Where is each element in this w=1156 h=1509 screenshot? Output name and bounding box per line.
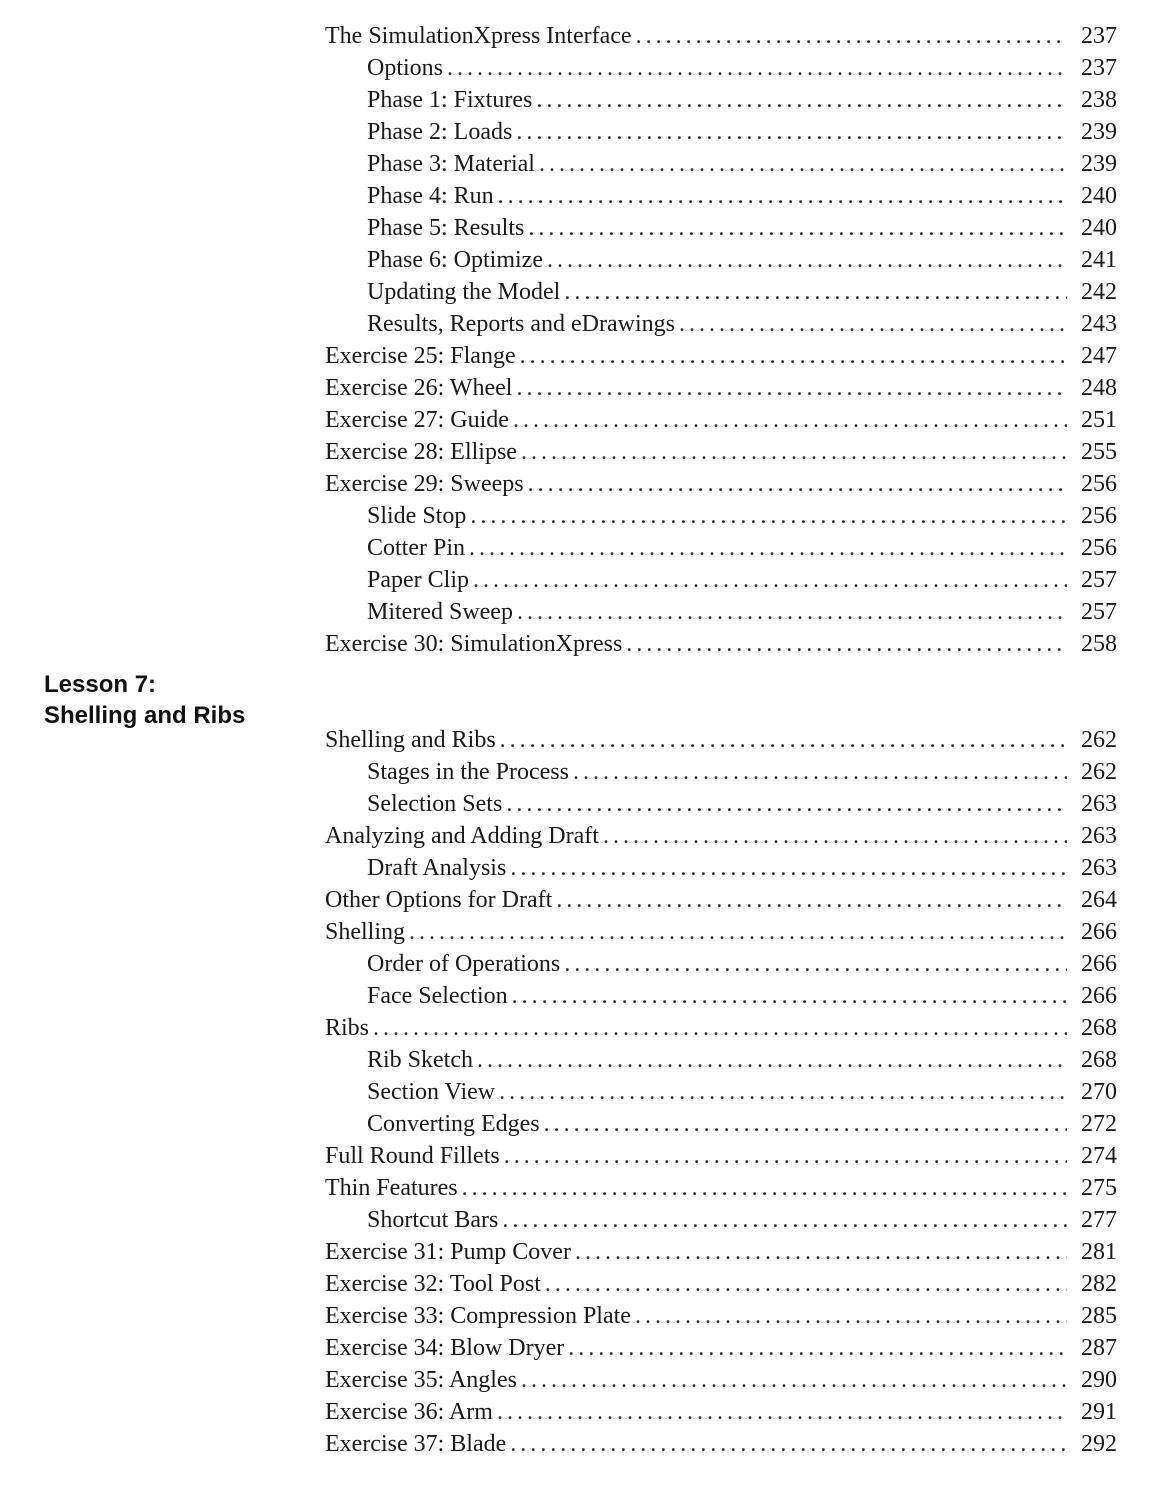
toc-entry-page-number: 251 bbox=[1081, 407, 1117, 433]
toc-entry bbox=[325, 436, 1117, 468]
toc-entry bbox=[325, 404, 1117, 436]
toc-entry-title: Options bbox=[367, 55, 444, 81]
toc-entry-page-number: 266 bbox=[1081, 919, 1117, 945]
toc-entry-title: Phase 2: Loads bbox=[367, 119, 513, 145]
dot-leader bbox=[470, 500, 1067, 532]
dot-leader bbox=[516, 372, 1067, 404]
dot-leader bbox=[409, 916, 1067, 948]
dot-leader bbox=[603, 820, 1067, 852]
toc-entry-page-number: 262 bbox=[1081, 759, 1117, 785]
toc-section-shelling-and-ribs bbox=[325, 724, 1117, 1460]
dot-leader bbox=[626, 628, 1067, 660]
dot-leader bbox=[499, 1076, 1067, 1108]
toc-entry-page-number: 263 bbox=[1081, 823, 1117, 849]
toc-entry-page-number: 282 bbox=[1081, 1271, 1117, 1297]
toc-entry-page-number: 274 bbox=[1081, 1143, 1117, 1169]
toc-entry-page-number: 263 bbox=[1081, 791, 1117, 817]
toc-entry-page-number: 270 bbox=[1081, 1079, 1117, 1105]
toc-entry bbox=[325, 916, 1117, 948]
toc-entry-title: Exercise 25: Flange bbox=[325, 343, 516, 369]
dot-leader bbox=[573, 756, 1067, 788]
toc-entry-title: Phase 1: Fixtures bbox=[367, 87, 533, 113]
toc-entry bbox=[325, 980, 1117, 1012]
toc-entry bbox=[325, 884, 1117, 916]
toc-entry-title: Draft Analysis bbox=[367, 855, 507, 881]
toc-entry-title: Face Selection bbox=[367, 983, 508, 1009]
toc-entry-title: Exercise 28: Ellipse bbox=[325, 439, 517, 465]
toc-entry bbox=[325, 724, 1117, 756]
dot-leader bbox=[636, 20, 1067, 52]
toc-entry-page-number: 281 bbox=[1081, 1239, 1117, 1265]
toc-entry bbox=[325, 468, 1117, 500]
toc-entry bbox=[325, 116, 1117, 148]
toc-entry-title: Phase 3: Material bbox=[367, 151, 535, 177]
toc-entry bbox=[325, 564, 1117, 596]
toc-entry-page-number: 277 bbox=[1081, 1207, 1117, 1233]
toc-entry-page-number: 292 bbox=[1081, 1431, 1117, 1457]
toc-entry-title: Thin Features bbox=[325, 1175, 458, 1201]
dot-leader bbox=[477, 1044, 1067, 1076]
dot-leader bbox=[521, 436, 1067, 468]
dot-leader bbox=[512, 980, 1067, 1012]
dot-leader bbox=[462, 1172, 1067, 1204]
dot-leader bbox=[528, 468, 1067, 500]
toc-entry-title: Shelling and Ribs bbox=[325, 727, 496, 753]
dot-leader bbox=[539, 148, 1067, 180]
toc-entry-title: Phase 4: Run bbox=[367, 183, 494, 209]
toc-entry-page-number: 266 bbox=[1081, 983, 1117, 1009]
toc-entry-title: Other Options for Draft bbox=[325, 887, 553, 913]
toc-entry-title: Mitered Sweep bbox=[367, 599, 513, 625]
toc-entry bbox=[325, 20, 1117, 52]
toc-entry bbox=[325, 1300, 1117, 1332]
toc-entry bbox=[325, 52, 1117, 84]
dot-leader bbox=[547, 244, 1067, 276]
toc-entry-page-number: 263 bbox=[1081, 855, 1117, 881]
toc-entry bbox=[325, 756, 1117, 788]
toc-entry bbox=[325, 180, 1117, 212]
dot-leader bbox=[521, 1364, 1067, 1396]
toc-entry-title: Rib Sketch bbox=[367, 1047, 473, 1073]
dot-leader bbox=[545, 1268, 1067, 1300]
dot-leader bbox=[635, 1300, 1067, 1332]
toc-entry bbox=[325, 1140, 1117, 1172]
toc-entry bbox=[325, 1076, 1117, 1108]
toc-entry bbox=[325, 372, 1117, 404]
toc-entry bbox=[325, 820, 1117, 852]
dot-leader bbox=[447, 52, 1067, 84]
dot-leader bbox=[504, 1140, 1067, 1172]
toc-entry bbox=[325, 1012, 1117, 1044]
dot-leader bbox=[517, 596, 1067, 628]
toc-entry bbox=[325, 276, 1117, 308]
toc-entry-page-number: 256 bbox=[1081, 471, 1117, 497]
toc-entry-title: Exercise 35: Angles bbox=[325, 1367, 517, 1393]
dot-leader bbox=[373, 1012, 1067, 1044]
dot-leader bbox=[516, 116, 1067, 148]
toc-entry-title: Exercise 26: Wheel bbox=[325, 375, 513, 401]
toc-entry-title: Shelling bbox=[325, 919, 406, 945]
toc-entry-page-number: 239 bbox=[1081, 151, 1117, 177]
toc-entry-title: Exercise 34: Blow Dryer bbox=[325, 1335, 565, 1361]
toc-entry-page-number: 243 bbox=[1081, 311, 1117, 337]
toc-entry bbox=[325, 1364, 1117, 1396]
toc-entry bbox=[325, 1268, 1117, 1300]
dot-leader bbox=[473, 564, 1067, 596]
toc-entry-page-number: 268 bbox=[1081, 1047, 1117, 1073]
dot-leader bbox=[510, 852, 1067, 884]
toc-entry-title: Updating the Model bbox=[367, 279, 561, 305]
toc-entry-page-number: 257 bbox=[1081, 599, 1117, 625]
toc-entry-title: Exercise 36: Arm bbox=[325, 1399, 493, 1425]
toc-entry-page-number: 255 bbox=[1081, 439, 1117, 465]
toc-entry bbox=[325, 948, 1117, 980]
toc-entry-title: Converting Edges bbox=[367, 1111, 540, 1137]
dot-leader bbox=[568, 1332, 1067, 1364]
toc-entry-page-number: 237 bbox=[1081, 55, 1117, 81]
toc-entry-title: Analyzing and Adding Draft bbox=[325, 823, 599, 849]
toc-entry-page-number: 239 bbox=[1081, 119, 1117, 145]
toc-entry-page-number: 264 bbox=[1081, 887, 1117, 913]
toc-entry bbox=[325, 628, 1117, 660]
toc-entry-page-number: 266 bbox=[1081, 951, 1117, 977]
toc-entry-title: Shortcut Bars bbox=[367, 1207, 499, 1233]
toc-entry-page-number: 237 bbox=[1081, 23, 1117, 49]
lesson-title: Shelling and Ribs bbox=[44, 702, 246, 729]
toc-entry bbox=[325, 84, 1117, 116]
toc-entry bbox=[325, 340, 1117, 372]
toc-entry-title: Exercise 29: Sweeps bbox=[325, 471, 524, 497]
toc-entry-title: Section View bbox=[367, 1079, 496, 1105]
toc-entry-title: Exercise 31: Pump Cover bbox=[325, 1239, 571, 1265]
dot-leader bbox=[564, 948, 1067, 980]
dot-leader bbox=[513, 404, 1067, 436]
toc-entry-title: Cotter Pin bbox=[367, 535, 466, 561]
dot-leader bbox=[575, 1236, 1067, 1268]
toc-entry-page-number: 290 bbox=[1081, 1367, 1117, 1393]
dot-leader bbox=[564, 276, 1067, 308]
toc-entry-title: Exercise 27: Guide bbox=[325, 407, 509, 433]
toc-entry bbox=[325, 596, 1117, 628]
toc-entry-title: Phase 6: Optimize bbox=[367, 247, 543, 273]
toc-entry bbox=[325, 1108, 1117, 1140]
toc-entry-title: Order of Operations bbox=[367, 951, 561, 977]
dot-leader bbox=[510, 1428, 1067, 1460]
toc-entry-title: Exercise 32: Tool Post bbox=[325, 1271, 541, 1297]
toc-entry bbox=[325, 308, 1117, 340]
dot-leader bbox=[469, 532, 1067, 564]
toc-entry-title: Results, Reports and eDrawings bbox=[367, 311, 675, 337]
toc-entry-title: Stages in the Process bbox=[367, 759, 569, 785]
lesson-heading bbox=[44, 669, 245, 731]
toc-entry-title: Exercise 33: Compression Plate bbox=[325, 1303, 631, 1329]
toc-entry bbox=[325, 148, 1117, 180]
toc-entry-title: Slide Stop bbox=[367, 503, 467, 529]
dot-leader bbox=[528, 212, 1067, 244]
toc-entry bbox=[325, 500, 1117, 532]
toc-entry-page-number: 240 bbox=[1081, 183, 1117, 209]
toc-entry-page-number: 256 bbox=[1081, 503, 1117, 529]
toc-entry-page-number: 262 bbox=[1081, 727, 1117, 753]
dot-leader bbox=[506, 788, 1067, 820]
dot-leader bbox=[497, 1396, 1067, 1428]
toc-entry bbox=[325, 1172, 1117, 1204]
lesson-number: Lesson 7: bbox=[44, 671, 157, 698]
toc-entry bbox=[325, 852, 1117, 884]
dot-leader bbox=[536, 84, 1067, 116]
toc-entry-page-number: 257 bbox=[1081, 567, 1117, 593]
toc-entry-page-number: 241 bbox=[1081, 247, 1117, 273]
dot-leader bbox=[502, 1204, 1067, 1236]
dot-leader bbox=[679, 308, 1067, 340]
dot-leader bbox=[500, 724, 1067, 756]
toc-entry-page-number: 256 bbox=[1081, 535, 1117, 561]
dot-leader bbox=[498, 180, 1067, 212]
toc-entry bbox=[325, 212, 1117, 244]
toc-entry-page-number: 248 bbox=[1081, 375, 1117, 401]
toc-entry-page-number: 242 bbox=[1081, 279, 1117, 305]
toc-entry bbox=[325, 1428, 1117, 1460]
toc-entry bbox=[325, 532, 1117, 564]
toc-entry-page-number: 285 bbox=[1081, 1303, 1117, 1329]
toc-entry bbox=[325, 1396, 1117, 1428]
toc-entry bbox=[325, 1236, 1117, 1268]
toc-entry-page-number: 240 bbox=[1081, 215, 1117, 241]
toc-entry-page-number: 272 bbox=[1081, 1111, 1117, 1137]
toc-entry-page-number: 275 bbox=[1081, 1175, 1117, 1201]
toc-entry-title: The SimulationXpress Interface bbox=[325, 23, 632, 49]
toc-entry-title: Exercise 30: SimulationXpress bbox=[325, 631, 623, 657]
toc-entry-title: Exercise 37: Blade bbox=[325, 1431, 507, 1457]
toc-entry-page-number: 247 bbox=[1081, 343, 1117, 369]
toc-entry bbox=[325, 1204, 1117, 1236]
toc-entry-page-number: 258 bbox=[1081, 631, 1117, 657]
toc-entry-page-number: 291 bbox=[1081, 1399, 1117, 1425]
toc-entry bbox=[325, 244, 1117, 276]
dot-leader bbox=[544, 1108, 1067, 1140]
toc-entry-title: Paper Clip bbox=[367, 567, 469, 593]
toc-entry-page-number: 268 bbox=[1081, 1015, 1117, 1041]
toc-entry-title: Full Round Fillets bbox=[325, 1143, 500, 1169]
toc-entry-title: Selection Sets bbox=[367, 791, 503, 817]
toc-entry-page-number: 238 bbox=[1081, 87, 1117, 113]
toc-entry-title: Phase 5: Results bbox=[367, 215, 525, 241]
dot-leader bbox=[520, 340, 1067, 372]
toc-entry bbox=[325, 788, 1117, 820]
toc-entry-title: Ribs bbox=[325, 1015, 370, 1041]
toc-entry-page-number: 287 bbox=[1081, 1335, 1117, 1361]
toc-section-simulationxpress bbox=[325, 20, 1117, 660]
toc-entry bbox=[325, 1332, 1117, 1364]
toc-entry bbox=[325, 1044, 1117, 1076]
dot-leader bbox=[556, 884, 1067, 916]
